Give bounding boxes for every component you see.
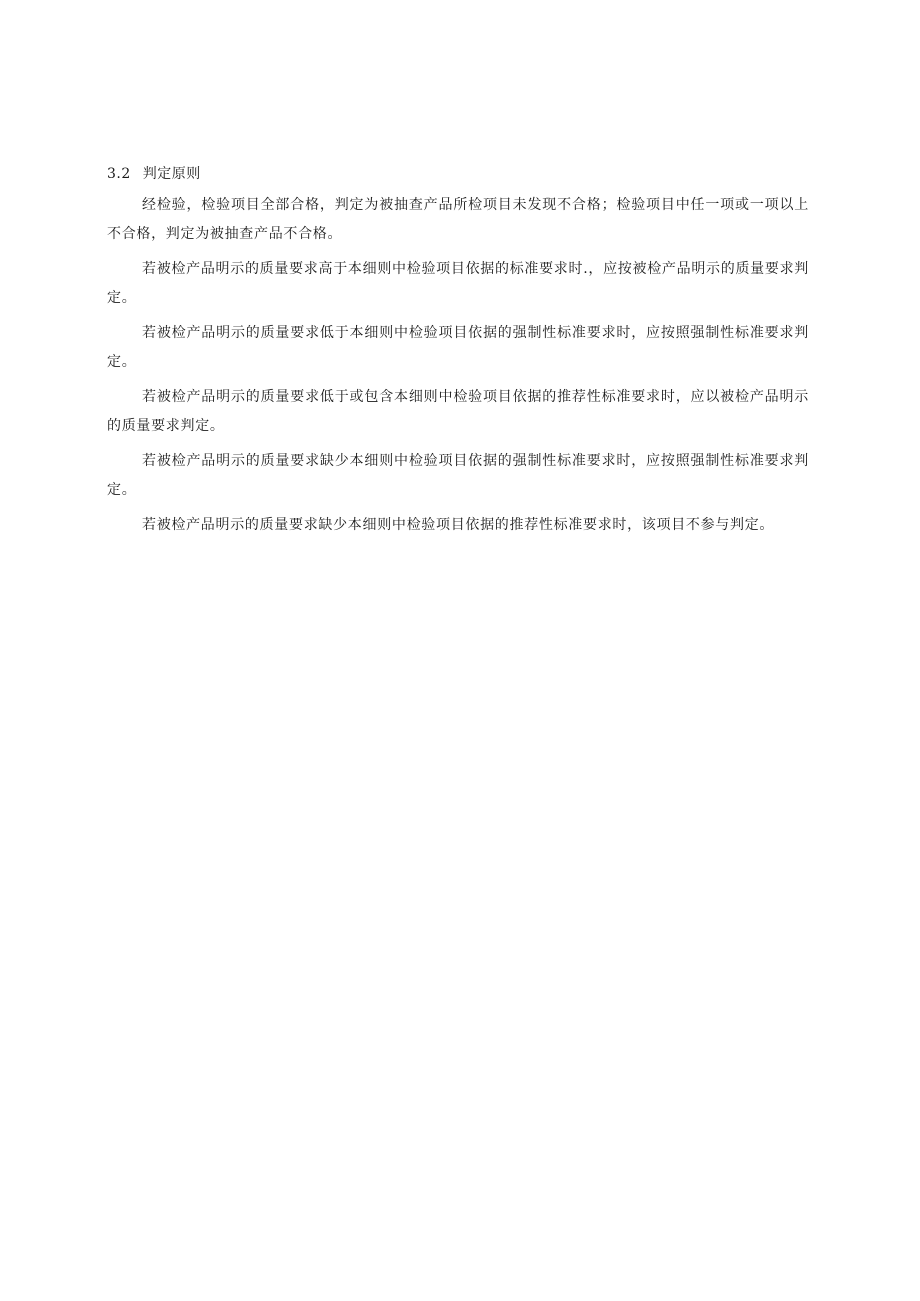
paragraph-overall-judgement: 经检验，检验项目全部合格，判定为被抽查产品所检项目未发现不合格；检验项目中任一项或一项以上不合格，判定为被抽查产品不合格。 xyxy=(107,197,809,242)
section-number: 3.2 xyxy=(107,166,131,182)
paragraph-lower-recommended: 若被检产品明示的质量要求低于或包含本细则中检验项目依据的推荐性标准要求时，应以被检产品明示的质量要求判定。 xyxy=(107,389,809,434)
section-3-2 xyxy=(107,163,809,546)
paragraph-higher-requirement: 若被检产品明示的质量要求高于本细则中检验项目依据的标准要求时.，应按被检产品明示的质量要求判定。 xyxy=(107,261,809,306)
paragraph-lower-mandatory: 若被检产品明示的质量要求低于本细则中检验项目依据的强制性标准要求时，应按照强制性标准要求判定。 xyxy=(107,325,809,370)
paragraph-missing-mandatory: 若被检产品明示的质量要求缺少本细则中检验项目依据的强制性标准要求时，应按照强制性标准要求判定。 xyxy=(107,453,809,498)
section-title: 判定原则 xyxy=(142,166,201,182)
section-heading xyxy=(107,163,809,185)
paragraph-missing-recommended: 若被检产品明示的质量要求缺少本细则中检验项目依据的推荐性标准要求时，该项目不参与判定。 xyxy=(142,517,775,533)
